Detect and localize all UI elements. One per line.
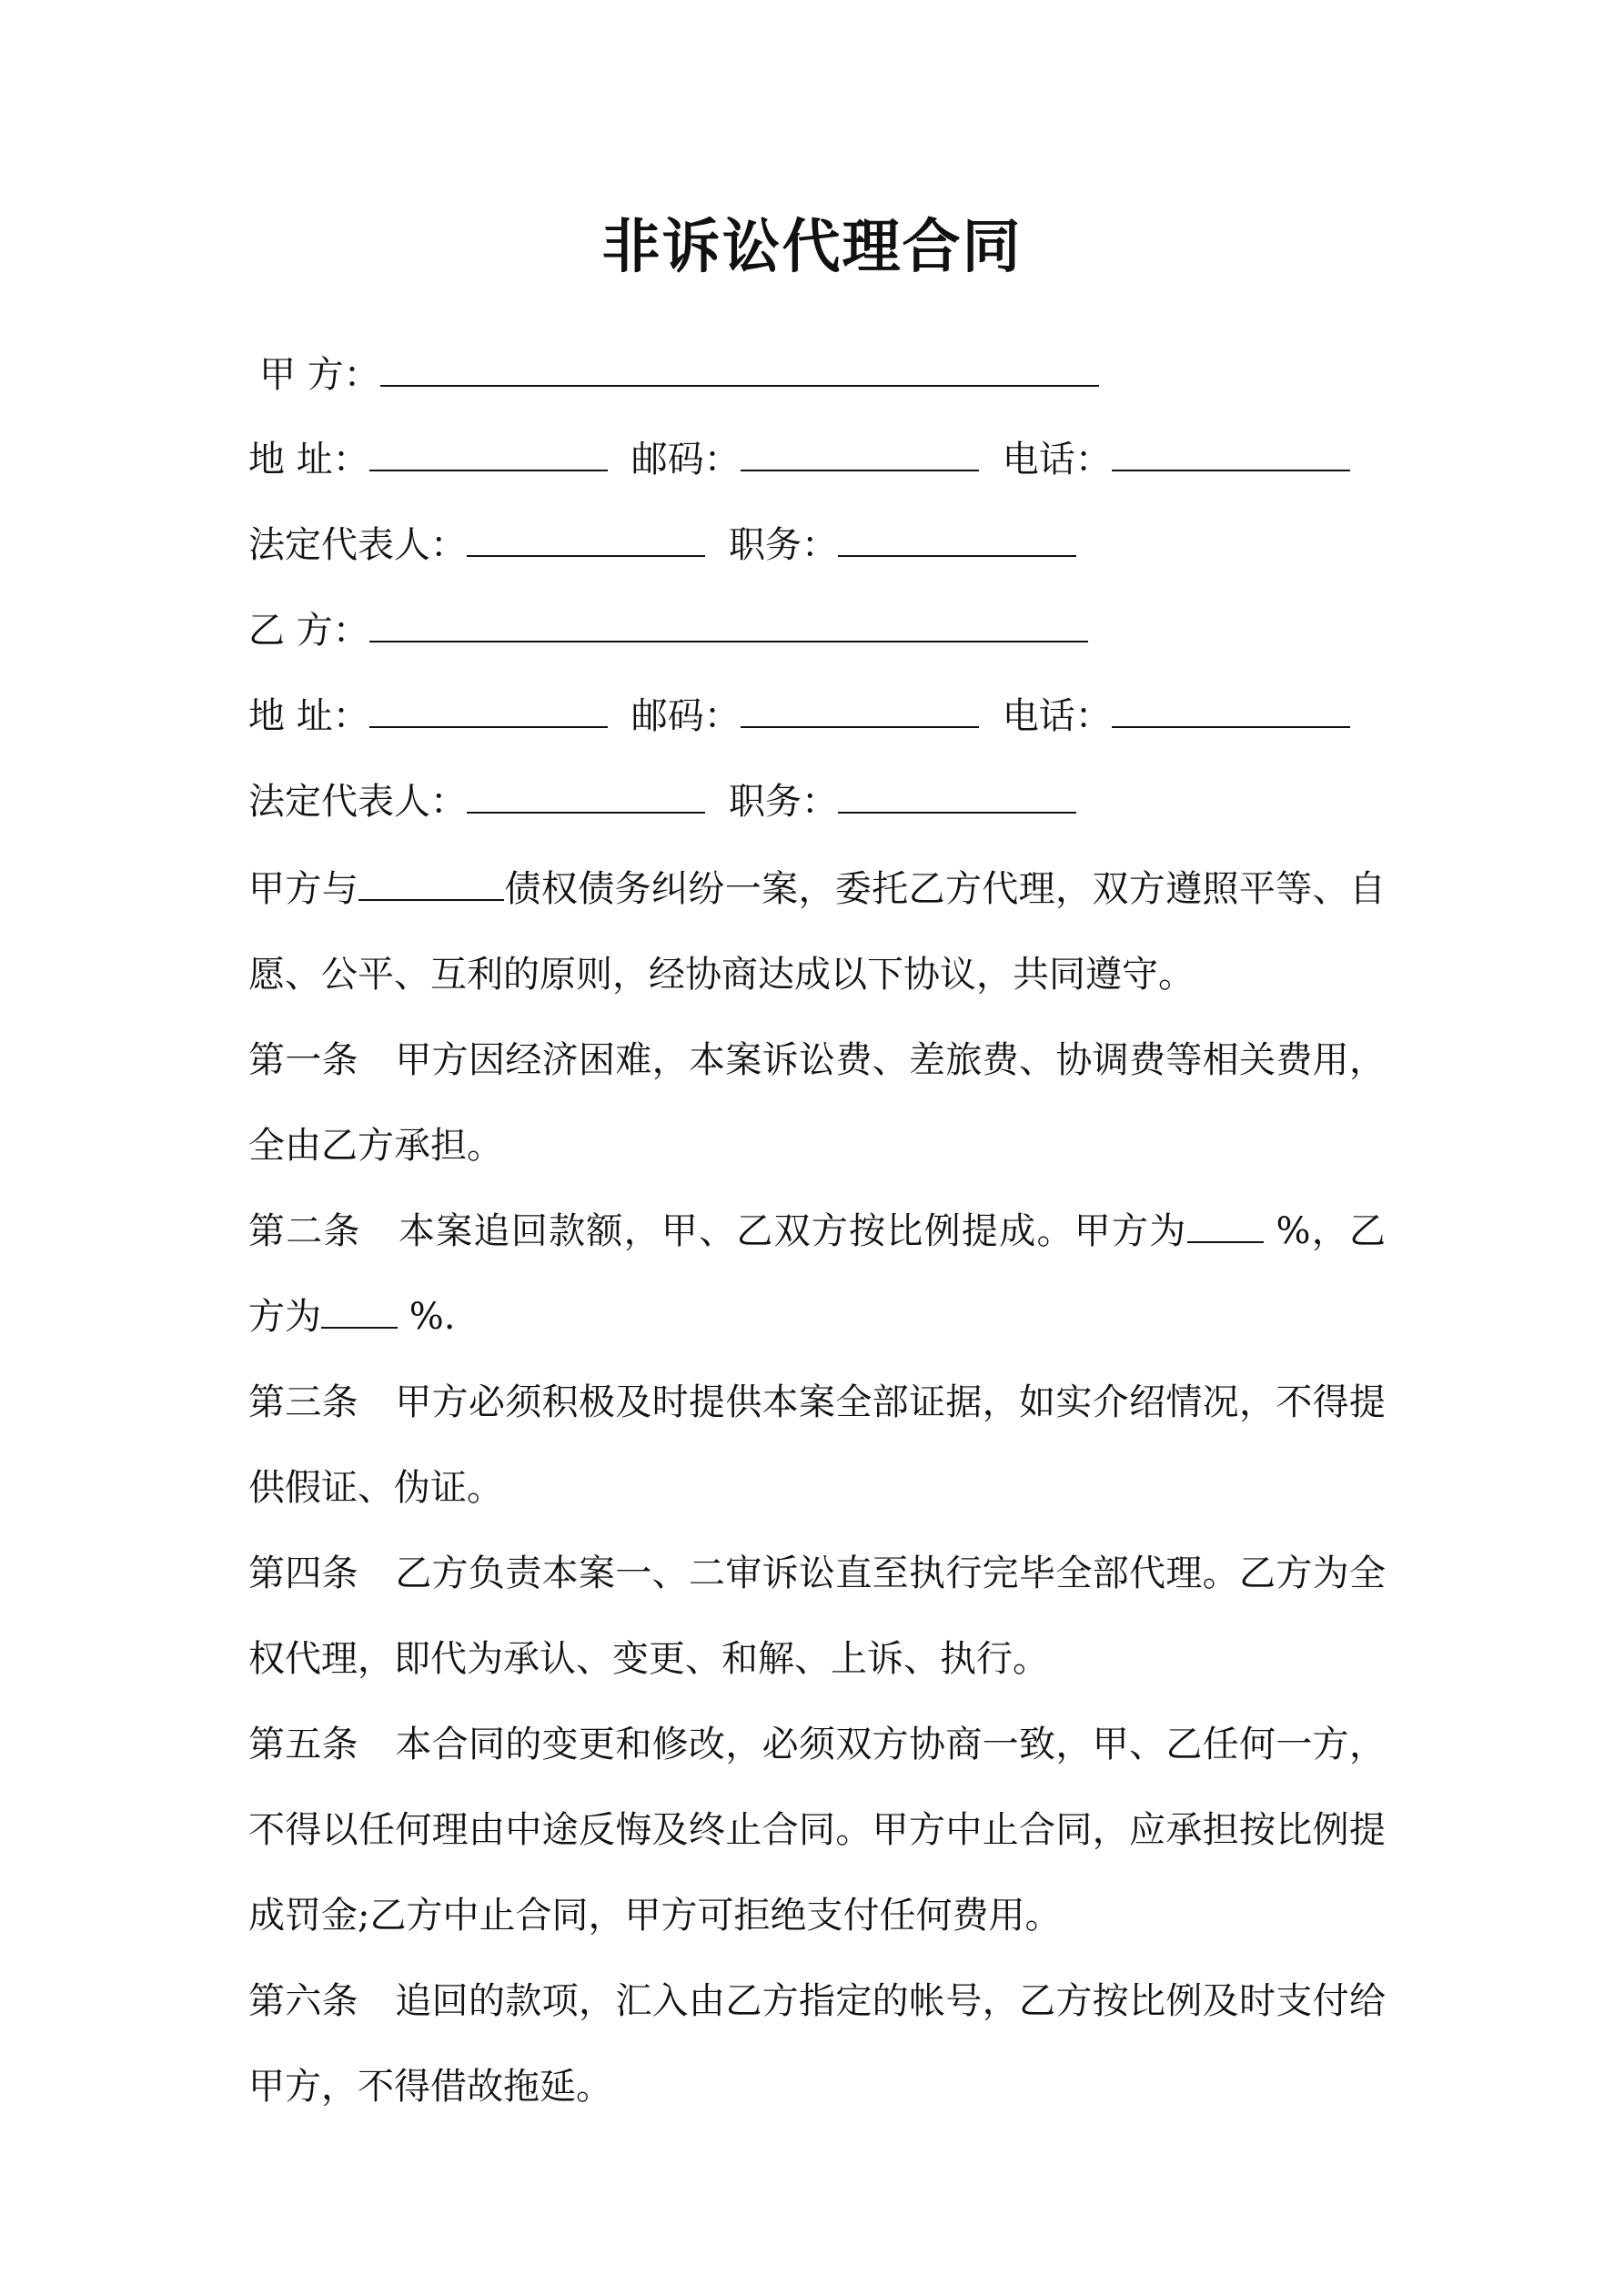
party-b-address-label: 地 址：	[248, 695, 369, 737]
party-a-address-blank[interactable]	[369, 435, 608, 471]
article-1: 第一条 甲方因经济困难，本案诉讼费、差旅费、协调费等相关费用，全由乙方承担。	[248, 1039, 1386, 1167]
party-b-phone-label: 电话：	[1002, 695, 1112, 737]
party-a-contact-line	[248, 435, 1361, 482]
party-a-rep-blank[interactable]	[467, 521, 705, 557]
party-b-rep-line	[248, 777, 1087, 824]
party-b-address-blank[interactable]	[369, 692, 608, 728]
article-2	[248, 1188, 1386, 1360]
party-a-address-label: 地 址：	[248, 439, 369, 480]
party-a-phone-label: 电话：	[1002, 439, 1112, 480]
party-a-postcode-blank[interactable]	[741, 435, 979, 471]
party-a-ratio-blank[interactable]	[1187, 1207, 1264, 1243]
party-a-position-label: 职务：	[729, 524, 838, 566]
party-a-blank[interactable]	[380, 350, 1099, 387]
party-b-postcode-blank[interactable]	[741, 692, 979, 728]
party-b-phone-blank[interactable]	[1112, 692, 1350, 728]
intro-paragraph	[248, 846, 1386, 1017]
article-5: 第五条 本合同的变更和修改，必须双方协商一致，甲、乙任何一方，不得以任何理由中途反悔及终止合同。甲方中止合同，应承担按比例提成罚金;乙方中止合同，甲方可拒绝支付任何费用。	[248, 1724, 1386, 1937]
article-2-text-2: %，乙方为	[248, 1210, 1387, 1338]
party-a-rep-line	[248, 521, 1087, 568]
intro-case-blank[interactable]	[358, 865, 504, 901]
party-a-rep-label: 法定代表人：	[248, 524, 467, 566]
party-a-postcode-label: 邮码：	[630, 439, 741, 480]
article-2-text-1: 第二条 本案追回款额，甲、乙双方按比例提成。甲方为	[248, 1210, 1187, 1252]
party-b-ratio-blank[interactable]	[321, 1292, 398, 1329]
document-title: 非诉讼代理合同	[601, 213, 1023, 281]
article-3: 第三条 甲方必须积极及时提供本案全部证据，如实介绍情况，不得提供假证、伪证。	[248, 1381, 1386, 1509]
party-b-label: 乙 方：	[248, 610, 369, 652]
article-2-text-3: %.	[398, 1296, 456, 1338]
party-b-contact-line	[248, 692, 1361, 739]
party-a-phone-blank[interactable]	[1112, 435, 1350, 471]
party-b-rep-blank[interactable]	[467, 777, 705, 814]
party-b-position-label: 职务：	[729, 781, 838, 823]
party-b-position-blank[interactable]	[838, 777, 1076, 814]
party-a-label: 甲 方：	[259, 354, 380, 396]
party-a-position-blank[interactable]	[838, 521, 1076, 557]
intro-text-2: 债权债务纠纷一案，委托乙方代理，双方遵照平等、自愿、公平、互利的原则，经协商达成以下协议，共同遵守。	[248, 868, 1387, 996]
article-4: 第四条 乙方负责本案一、二审诉讼直至执行完毕全部代理。乙方为全权代理，即代为承认、变更、和解、上诉、执行。	[248, 1553, 1386, 1680]
party-b-blank[interactable]	[369, 606, 1088, 642]
party-a-line	[259, 350, 1110, 398]
article-6: 第六条 追回的款项，汇入由乙方指定的帐号，乙方按比例及时支付给甲方，不得借故拖延。	[248, 1980, 1386, 2108]
intro-text-1: 甲方与	[248, 868, 359, 910]
party-b-rep-label: 法定代表人：	[248, 781, 467, 823]
party-b-line	[248, 606, 1099, 653]
party-b-postcode-label: 邮码：	[630, 695, 741, 737]
